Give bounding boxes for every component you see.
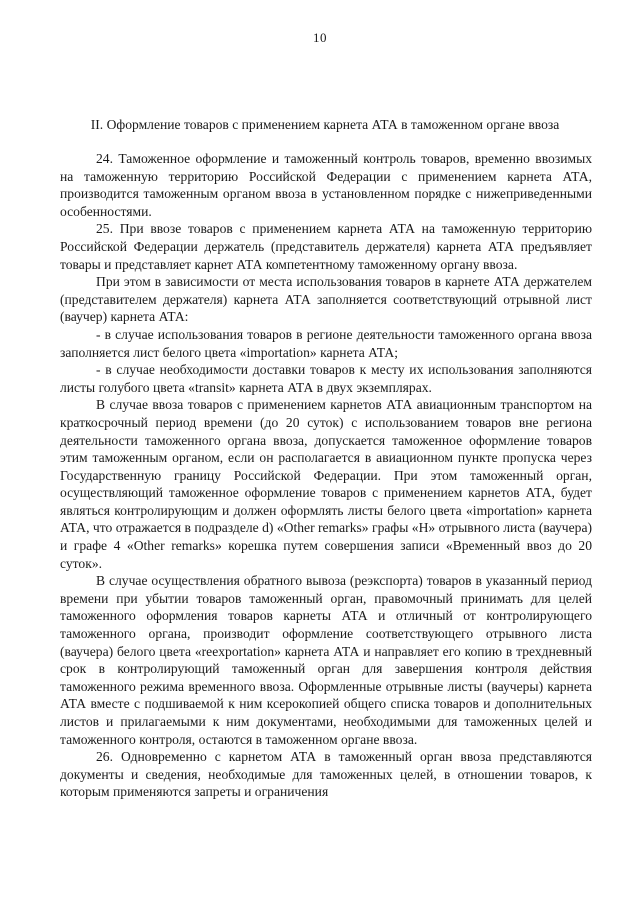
- list-item-importation: - в случае использования товаров в регионе деятельности таможенного органа ввоза заполняется лист белого цвета «importation» карнета АТА;: [60, 326, 592, 360]
- paragraph-air-transport: В случае ввоза товаров с применением карнетов АТА авиационным транспортом на краткосрочный период времени (до 20 суток) с использованием товаров вне региона деятельности таможенного органа ввоза, допускается таможенное оформление товаров этим таможенным органом, если он располагается в авиационном пункте пропуска через Государственную границу Российской Федерации. При этом таможенный орган, осуществляющий таможенное оформление товаров с применением карнетов АТА, будет являться контролирующим и должен оформлять листы белого цвета «importation» карнета АТА, что отражается в подразделе d) «Other remarks» графы «H» отрывного листа (ваучера) и графе 4 «Other remarks» корешка путем совершения записи «Временный ввоз до 20 суток».: [60, 397, 592, 571]
- paragraph-25: 25. При ввозе товаров с применением карнета АТА на таможенную территорию Российской Федерации держатель (представитель держателя) карнета АТА предъявляет товары и представляет карнет АТА компетентному таможенному органу ввоза.: [60, 221, 592, 272]
- section-heading: II. Оформление товаров с применением карнета АТА в таможенном органе ввоза: [90, 117, 560, 132]
- paragraph-24: 24. Таможенное оформление и таможенный контроль товаров, временно ввозимых на таможенную территорию Российской Федерации с применением карнета АТА, производится таможенным органом ввоза в установленном порядке с нижеприведенными особенностями.: [60, 151, 592, 219]
- paragraph-carnet-sheet: При этом в зависимости от места использования товаров в карнете АТА держателем (представителем держателя) карнета АТА заполняется соответствующий отрывной лист (ваучер) карнета АТА:: [60, 274, 592, 325]
- page-number: 10: [313, 30, 327, 45]
- paragraph-26: 26. Одновременно с карнетом АТА в таможенный орган ввоза представляются документы и сведения, необходимые для таможенных целей, в отношении товаров, к которым применяются запреты и ограничения: [60, 749, 592, 800]
- paragraph-reexport: В случае осуществления обратного вывоза (реэкспорта) товаров в указанный период времени при убытии товаров таможенный орган, правомочный принимать для целей таможенного оформления товаров карнеты АТА и отличный от контролирующего таможенного органа, производит оформление соответствующего отрывного листа (ваучера) белого цвета «reexportation» карнета АТА и направляет его копию в трехдневный срок в контролирующий таможенный орган для завершения контроля действия таможенного режима временного ввоза. Оформленные отрывные листы (ваучеры) карнета АТА вместе с подшиваемой к ним ксерокопией общего списка товаров и дополнительных листов и прилагаемыми к ним документами, необходимыми для таможенных целей и таможенного контроля, остаются в таможенном органе ввоза.: [60, 573, 592, 747]
- list-item-transit: - в случае необходимости доставки товаров к месту их использования заполняются листы голубого цвета «transit» карнета АТА в двух экземплярах.: [60, 362, 592, 395]
- body-text: [60, 150, 592, 801]
